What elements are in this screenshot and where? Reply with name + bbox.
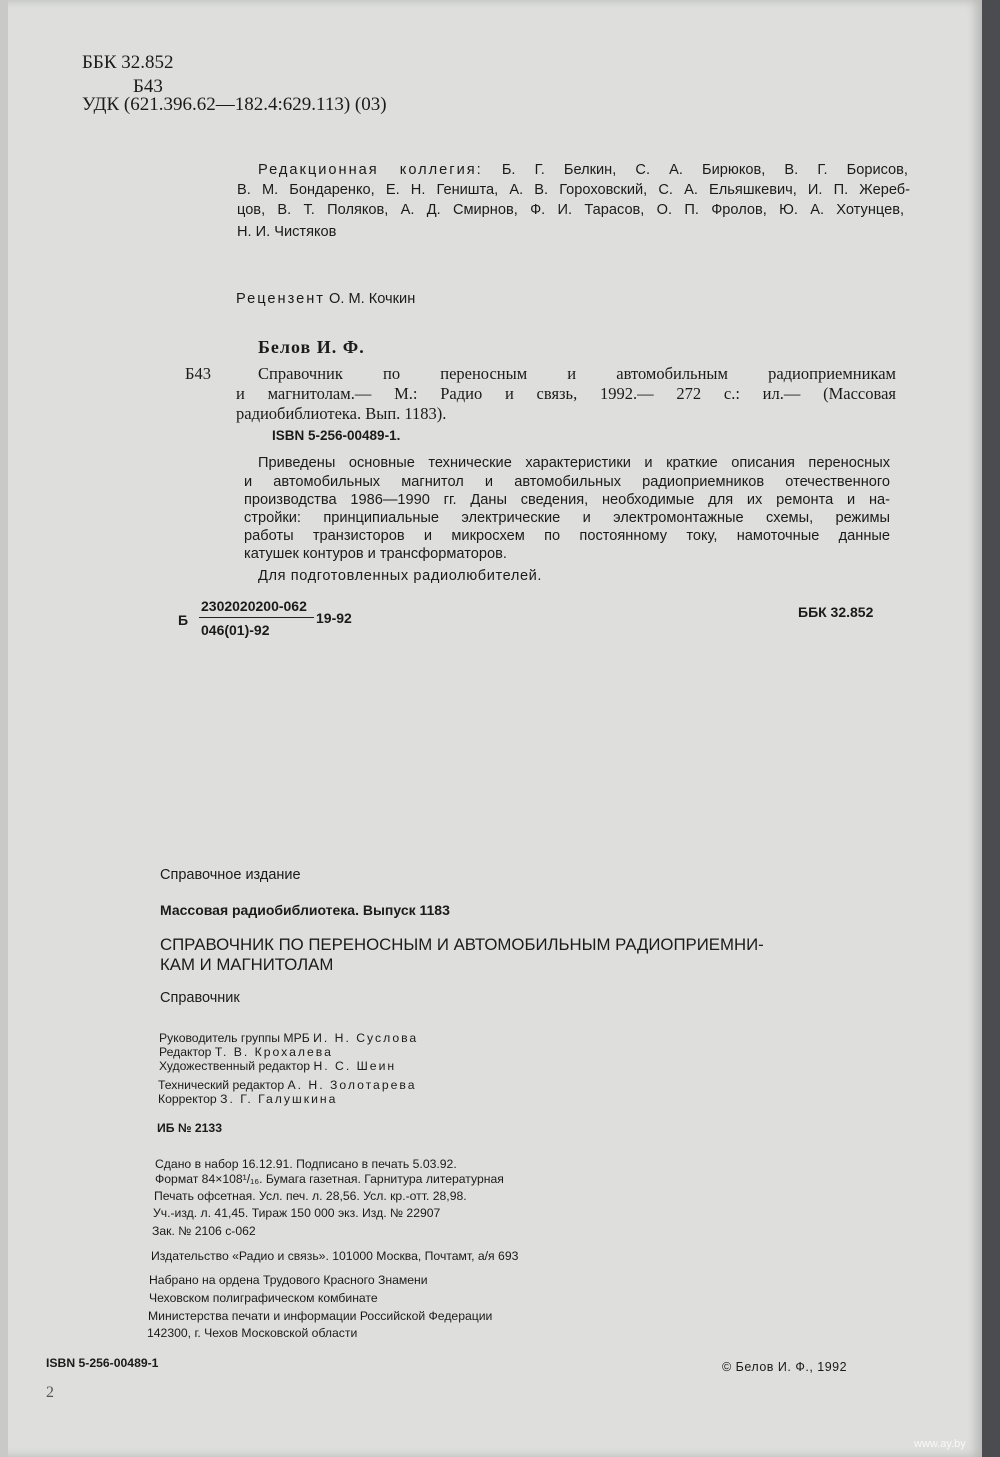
index-denominator: 046(01)-92	[201, 622, 270, 638]
author-code: Б43	[133, 76, 163, 97]
staff-row	[158, 1078, 417, 1092]
catalog-code: Б43	[185, 364, 211, 383]
print-detail: Печать офсетная. Усл. печ. л. 28,56. Усл. кр.-отт. 28,98.	[154, 1189, 467, 1203]
staff-role: Художественный редактор	[159, 1059, 311, 1073]
editorial-board-line-1	[258, 162, 908, 178]
print-detail: Уч.-изд. л. 41,45. Тираж 150 000 экз. Изд. № 22907	[153, 1206, 441, 1220]
publisher-address: Издательство «Радио и связь». 101000 Москва, Почтамт, а/я 693	[151, 1249, 519, 1263]
catalog-line-3: радиобиблиотека. Вып. 1183).	[236, 404, 447, 423]
staff-role: Корректор	[158, 1092, 217, 1106]
printer-line: Министерства печати и информации Российской Федерации	[148, 1309, 493, 1323]
print-detail: Сдано в набор 16.12.91. Подписано в печать 5.03.92.	[155, 1157, 457, 1171]
printer-line: Чеховском полиграфическом комбинате	[149, 1291, 378, 1305]
genre: Справочник	[160, 990, 240, 1006]
edition-type: Справочное издание	[160, 867, 301, 883]
annotation-line-5: работы транзисторов и микросхем по постоянному току, намоточные данные	[244, 528, 890, 544]
staff-name: З. Г. Галушкина	[220, 1092, 338, 1106]
annotation-line-1: Приведены основные технические характеристики и краткие описания переносных	[258, 455, 890, 471]
editorial-board-line-3: цов, В. Т. Поляков, А. Д. Смирнов, Ф. И. Тарасов, О. П. Фролов, Ю. А. Хотунцев,	[237, 202, 904, 218]
annotation-audience: Для подготовленных радиолюбителей.	[258, 568, 543, 584]
print-detail: Формат 84×108¹/₁₆. Бумага газетная. Гарнитура литературная	[155, 1172, 504, 1186]
staff-role: Технический редактор	[158, 1078, 285, 1092]
udc-code: УДК (621.396.62—182.4:629.113) (03)	[82, 94, 387, 115]
index-suffix: 19-92	[316, 610, 352, 626]
copyright: © Белов И. Ф., 1992	[722, 1360, 848, 1374]
staff-row	[159, 1045, 333, 1059]
page-number: 2	[46, 1384, 54, 1401]
annotation-line-2: и автомобильных магнитол и автомобильных радиоприемников отечественного	[244, 474, 890, 490]
bbk-code: ББК 32.852	[82, 52, 174, 73]
staff-name: А. Н. Золотарева	[287, 1078, 417, 1092]
reviewer	[236, 291, 415, 307]
book-title-line-2: КАМ И МАГНИТОЛАМ	[160, 955, 334, 974]
footer-isbn: ISBN 5-256-00489-1	[46, 1356, 159, 1370]
editorial-board-line-2: В. М. Бондаренко, Е. Н. Геништа, А. В. Гороховский, С. А. Ельяшкевич, И. П. Жереб-	[237, 182, 910, 198]
catalog-author: Белов И. Ф.	[258, 337, 365, 357]
staff-name: И. Н. Суслова	[313, 1031, 419, 1045]
editorial-board-line-4: Н. И. Чистяков	[237, 224, 337, 240]
watermark: www.ay.by	[914, 1438, 966, 1450]
print-detail: Зак. № 2106 с-062	[152, 1224, 256, 1238]
ib-number: ИБ № 2133	[157, 1121, 222, 1135]
printer-line: Набрано на ордена Трудового Красного Знамени	[149, 1273, 428, 1287]
catalog-line-2: и магнитолам.— М.: Радио и связь, 1992.— 272 с.: ил.— (Массовая	[236, 384, 896, 403]
annotation-line-3: производства 1986—1990 гг. Даны сведения, необходимые для их ремонта и на-	[244, 492, 890, 508]
printer-line: 142300, г. Чехов Московской области	[147, 1326, 358, 1340]
page-edge-shadow	[0, 0, 8, 1457]
staff-name: Т. В. Крохалева	[214, 1045, 333, 1059]
staff-role: Руководитель группы МРБ	[159, 1031, 310, 1045]
index-bbk: ББК 32.852	[798, 604, 874, 620]
fraction-bar	[199, 617, 314, 618]
catalog-isbn: ISBN 5-256-00489-1.	[272, 428, 401, 443]
series-name: Массовая радиобиблиотека. Выпуск 1183	[160, 902, 450, 918]
staff-role: Редактор	[159, 1045, 212, 1059]
book-title-line-1: СПРАВОЧНИК ПО ПЕРЕНОСНЫМ И АВТОМОБИЛЬНЫМ РАДИОПРИЕМНИ-	[160, 935, 764, 954]
annotation-line-6: катушек контуров и трансформаторов.	[244, 546, 507, 562]
reviewer-label: Рецензент	[236, 291, 325, 307]
staff-row	[158, 1092, 337, 1106]
index-numerator: 2302020200-062	[201, 598, 307, 614]
staff-row	[159, 1031, 418, 1045]
staff-row	[159, 1059, 396, 1073]
editorial-board-label: Редакционная коллегия:	[258, 162, 483, 178]
catalog-line-1: Справочник по переносным и автомобильным радиоприемникам	[258, 364, 896, 383]
reviewer-name: О. М. Кочкин	[329, 291, 416, 307]
index-prefix: Б	[178, 612, 189, 628]
editorial-board-names-1: Б. Г. Белкин, С. А. Бирюков, В. Г. Борисов,	[501, 162, 908, 178]
annotation-line-4: стройки: принципиальные электрические и электромонтажные схемы, режимы	[244, 510, 890, 526]
staff-name: Н. С. Шеин	[313, 1059, 397, 1073]
